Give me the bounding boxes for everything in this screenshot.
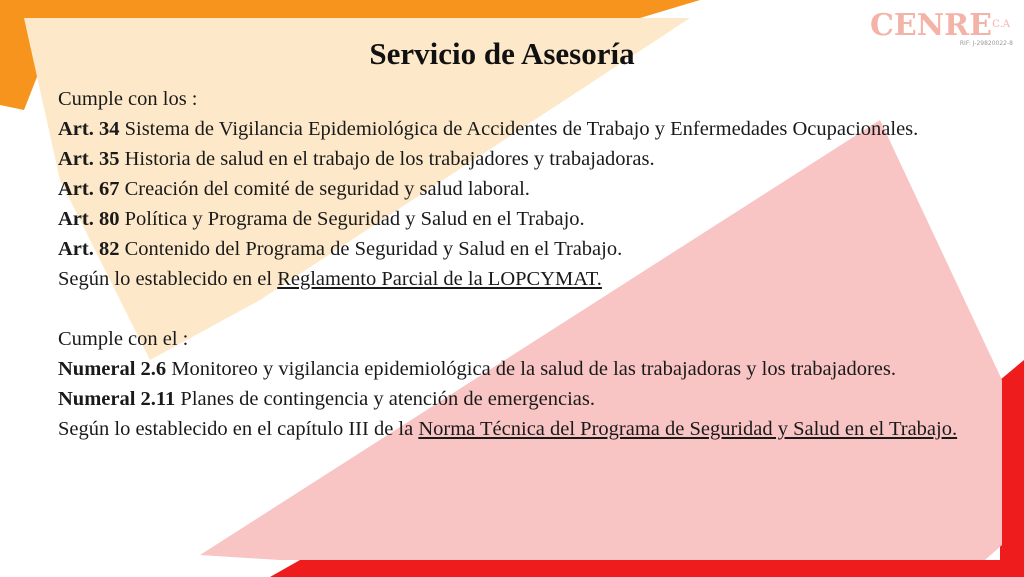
article-item (58, 174, 986, 204)
article-text: Sistema de Vigilancia Epidemiológica de Accidentes de Trabajo y Enfermedades Ocupacionales. (124, 118, 919, 140)
section1-intro: Cumple con los : (58, 88, 198, 110)
norma-tecnica-link[interactable]: Norma Técnica del Programa de Seguridad y Salud en el Trabajo. (418, 418, 958, 440)
footer-prefix: Según lo establecido en el capítulo III de la (58, 418, 414, 440)
article-label: Art. 35 (58, 148, 120, 170)
numeral-item (58, 354, 986, 384)
article-item (58, 114, 986, 144)
article-text: Creación del comité de seguridad y salud laboral. (124, 178, 530, 200)
section2-intro: Cumple con el : (58, 328, 189, 350)
logo-text: CENRE (870, 8, 992, 43)
main-content (58, 84, 986, 444)
page-title: Servicio de Asesoría (369, 36, 635, 71)
section-gap (58, 294, 986, 324)
article-label: Art. 34 (58, 118, 120, 140)
article-text: Contenido del Programa de Seguridad y Salud en el Trabajo. (124, 238, 623, 260)
article-label: Art. 82 (58, 238, 120, 260)
section2-footer (58, 414, 986, 444)
numeral-text: Planes de contingencia y atención de emergencias. (180, 388, 596, 410)
numeral-text: Monitoreo y vigilancia epidemiológica de la salud de las trabajadoras y los trabajadores. (171, 358, 896, 380)
logo-rif: RIF: J-29820022-8 (959, 40, 1013, 47)
orange-band (0, 0, 700, 18)
section1-footer (58, 264, 986, 294)
article-text: Política y Programa de Seguridad y Salud en el Trabajo. (124, 208, 585, 230)
reglamento-link[interactable]: Reglamento Parcial de la LOPCYMAT. (277, 268, 602, 290)
article-label: Art. 80 (58, 208, 120, 230)
numeral-label: Numeral 2.11 (58, 388, 176, 410)
logo-suffix: C.A (992, 19, 1010, 30)
numeral-label: Numeral 2.6 (58, 358, 167, 380)
article-item (58, 204, 986, 234)
article-text: Historia de salud en el trabajo de los trabajadores y trabajadoras. (124, 148, 655, 170)
footer-prefix: Según lo establecido en el (58, 268, 273, 290)
numeral-item (58, 384, 986, 414)
article-item (58, 144, 986, 174)
article-item (58, 234, 986, 264)
article-label: Art. 67 (58, 178, 120, 200)
